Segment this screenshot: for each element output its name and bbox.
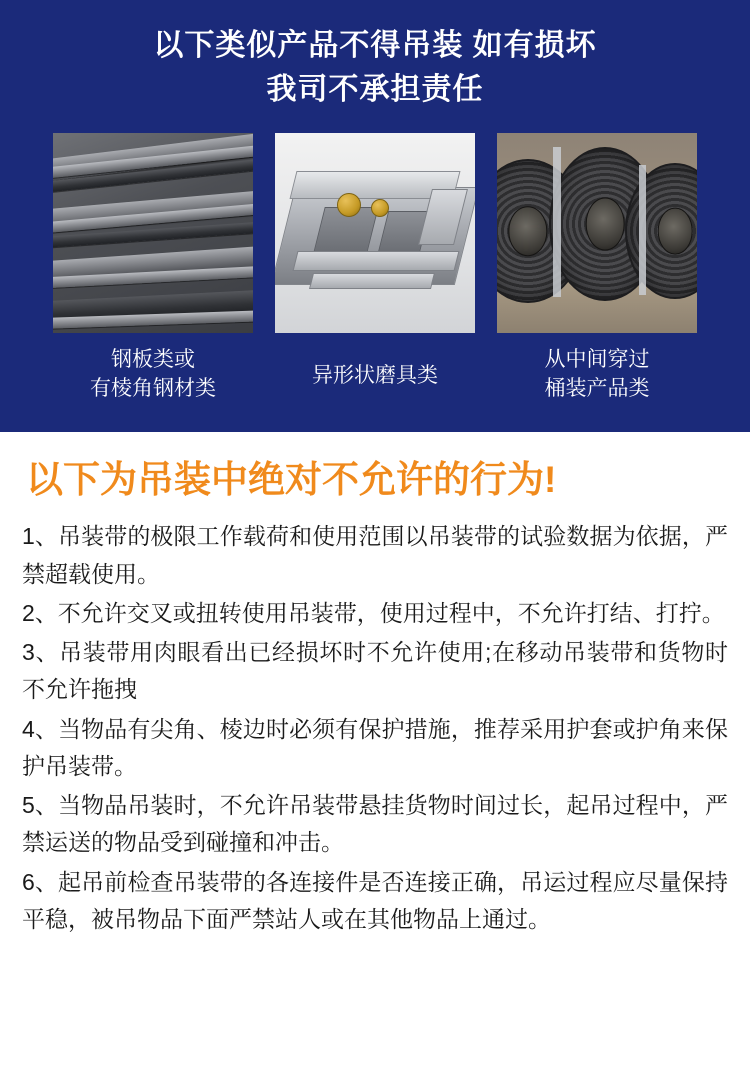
caption-line-1: 异形状磨具类 [312, 364, 438, 387]
caption-line-2: 桶装产品类 [544, 377, 650, 401]
forbidden-products-panel [0, 0, 750, 432]
photo-caption-steel-coils [545, 345, 650, 404]
warning-title: 以下为吊装中绝对不允许的行为! [26, 459, 557, 500]
steel-plates-illustration [53, 133, 253, 333]
caption-line-1: 钢板类或 [111, 348, 195, 371]
rule-item: 5、当物品吊装时，不允许吊装带悬挂货物时间过长，起吊过程中，严禁运送的物品受到碰撞和冲击。 [22, 792, 728, 856]
steel-coils-photo [497, 133, 697, 333]
rule-item: 1、吊装带的极限工作载荷和使用范围以吊装带的试验数据为依据，严禁超载使用。 [22, 523, 728, 587]
photo-card-steel-coils [497, 133, 697, 404]
photo-caption-steel-plates [90, 345, 216, 404]
rule-item: 2、不允许交叉或扭转使用吊装带，使用过程中，不允许打结、打拧。 [22, 599, 725, 626]
prohibited-actions-panel [0, 432, 750, 1077]
steel-coils-illustration [497, 133, 697, 333]
rules-list [22, 518, 728, 938]
caption-line-2: 有棱角钢材类 [90, 377, 216, 401]
headline-line-1: 以下类似产品不得吊装 如有损坏 [153, 29, 597, 62]
headline-line-2: 我司不承担责任 [266, 72, 484, 106]
rule-item: 6、起吊前检查吊装带的各连接件是否连接正确，吊运过程应尽量保持平稳，被吊物品下面严禁站人或在其他物品上通过。 [22, 868, 728, 932]
photo-card-metal-mold [275, 133, 475, 404]
metal-mold-illustration [275, 133, 475, 333]
photo-row [0, 133, 750, 404]
page-title [0, 24, 750, 111]
steel-plates-photo [53, 133, 253, 333]
rule-item: 4、当物品有尖角、棱边时必须有保护措施，推荐采用护套或护角来保护吊装带。 [22, 715, 728, 779]
photo-card-steel-plates [53, 133, 253, 404]
caption-line-1: 从中间穿过 [544, 348, 650, 371]
rule-item: 3、吊装带用肉眼看出已经损坏时不允许使用;在移动吊装带和货物时不允许拖拽 [22, 639, 728, 703]
photo-caption-metal-mold [312, 361, 438, 390]
metal-mold-photo [275, 133, 475, 333]
